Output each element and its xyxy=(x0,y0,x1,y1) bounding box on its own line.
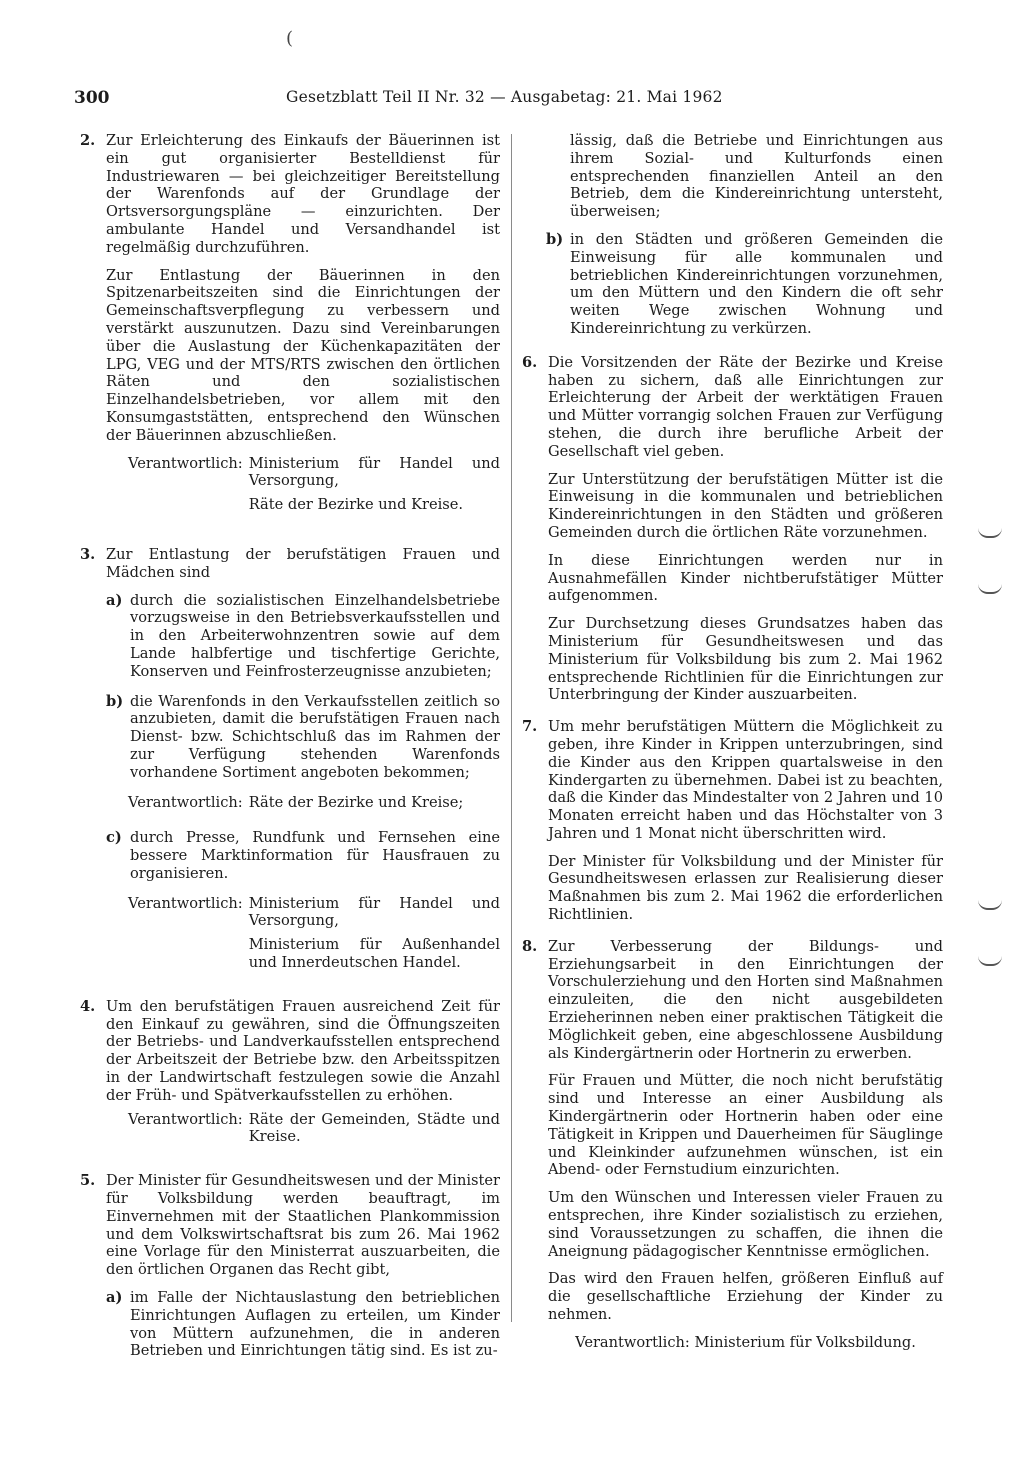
paragraph: Der Minister für Volksbildung und der Minister für Gesundheitswesen erlassen zur Realisierung dieser Maßnahmen bis zum 2. Mai 1962 die erforderlichen Richtlinien. xyxy=(548,852,943,924)
left-column xyxy=(80,132,500,1374)
subitem-a xyxy=(106,592,500,681)
item-number: 4. xyxy=(80,997,96,1015)
responsible-body: Räte der Bezirke und Kreise; xyxy=(248,793,464,811)
responsibility-label: Verantwortlich: xyxy=(128,454,243,472)
page-header xyxy=(0,88,1024,118)
subitem-b xyxy=(546,231,943,338)
subitem-b xyxy=(106,693,500,782)
paragraph: Um mehr berufstätigen Müttern die Möglichkeit zu geben, ihre Kinder in Krippen unterzubringen, sind die Kinder aus den Krippen quartalsweise in den Kindergarten zu übernehmen. Dabei ist zu beachten, daß die Kinder das Mindestalter von 2 Jahren und 10 Monaten erreicht haben und das Höchstalter von 3 Jahren und 1 Monat nicht überschritten wird. xyxy=(548,718,943,842)
subitem-label: b) xyxy=(546,230,564,248)
continuation xyxy=(522,132,943,221)
subitem-label: b) xyxy=(106,692,124,710)
subitem-label: a) xyxy=(106,591,123,609)
column-divider xyxy=(511,134,512,1322)
top-pen-mark: ( xyxy=(286,28,294,49)
responsible-body: Räte der Bezirke und Kreise. xyxy=(248,496,464,514)
subitem-label: a) xyxy=(106,1289,123,1307)
paragraph: Um den Wünschen und Interessen vieler Frauen zu entsprechen, ihre Kinder sozialistisch zu erziehen, sind Voraussetzungen zu schaffen, die ihnen die Aneignung pädagogischer Kenntnisse ermöglichen. xyxy=(548,1189,943,1260)
responsibility xyxy=(106,455,500,520)
item-4 xyxy=(80,998,500,1152)
responsibility xyxy=(106,794,500,818)
item-3 xyxy=(80,546,500,978)
paragraph: Der Minister für Gesundheitswesen und der Minister für Volksbildung werden beauftragt, im Einvernehmen mit der Staatlichen Plankommission und dem Volkswirtschaftsrat bis zum 26. Mai 1962 eine Vorlage für den Ministerrat auszuarbeiten, die den örtlichen Organen das Recht gibt, xyxy=(106,1172,500,1279)
item-5 xyxy=(80,1172,500,1360)
paragraph: In diese Einrichtungen werden nur in Ausnahmefällen Kinder nichtberufstätiger Mütter aufgenommen. xyxy=(548,551,943,605)
subitem-text: in den Städten und größeren Gemeinden die Einweisung für alle kommunalen und betrieblichen Kindereinrichtungen vorzunehmen, um den Müttern und den Kindern die oft sehr weiten Wege zwischen Wohnung und Kindereinrichtung zu verkürzen. xyxy=(570,230,943,337)
paragraph: Zur Entlastung der berufstätigen Frauen und Mädchen sind xyxy=(106,545,500,581)
paragraph: Für Frauen und Mütter, die noch nicht berufstätig sind und Interesse an einer Ausbildung als Kindergärtnerin oder Hortnerin haben oder eine Tätigkeit in Krippen und Dauerheimen für Säuglinge und Kleinkinder aufzunehmen wünschen, ist ein Abend- oder Fernstudium einzurichten. xyxy=(548,1072,943,1179)
item-7 xyxy=(522,718,943,924)
margin-mark xyxy=(978,528,1002,538)
paragraph: Das wird den Frauen helfen, größeren Einfluß auf die gesellschaftliche Erziehung der Kinder zu nehmen. xyxy=(548,1270,943,1324)
responsibility xyxy=(106,1111,500,1153)
responsibility-label: Verantwortlich: xyxy=(128,894,243,912)
paragraph: Zur Erleichterung des Einkaufs der Bäuerinnen ist ein gut organisierter Bestelldienst für Industriewaren — bei gleichzeitiger Bereitstellung der Warenfonds auf der Grundlage der Ortsversorgungspläne — einzurichten. Der ambulante Handel und Versandhandel ist regelmäßig durchzuführen. xyxy=(106,132,500,256)
responsibility xyxy=(106,895,500,978)
item-number: 6. xyxy=(522,353,538,371)
margin-mark xyxy=(978,956,1002,966)
item-6 xyxy=(522,354,943,704)
subitem-c xyxy=(106,829,500,882)
paragraph: Zur Entlastung der Bäuerinnen in den Spitzenarbeitszeiten sind die Einrichtungen der Gemeinschaftsverpflegung zu verbessern und verstärkt auszunutzen. Dazu sind Vereinbarungen über die Auslastung der Küchenkapazitäten der LPG, VEG und der MTS/RTS zwischen den örtlichen Räten und den sozialistischen Einzelhandelsbetrieben, vor allem mit den Konsumgaststätten, entsprechend den Wünschen der Bäuerinnen abzuschließen. xyxy=(106,266,500,444)
paragraph: Die Vorsitzenden der Räte der Bezirke und Kreise haben zu sichern, daß alle Einrichtungen zur Erleichterung der Arbeit der werktätigen Frauen und Mütter vorrangig solchen Frauen zur Verfügung stehen, die durch ihre berufliche Arbeit der Gesellschaft viel geben. xyxy=(548,353,943,460)
subitem-text: im Falle der Nichtauslastung den betrieblichen Einrichtungen Auflagen zu erteilen, um Kinder von Müttern aufzunehmen, die in anderen Betrieben und Einrichtungen tätig sind. Es ist zu- xyxy=(130,1289,500,1360)
paragraph: Zur Verbesserung der Bildungs- und Erziehungsarbeit in den Einrichtungen der Vorschulerziehung und den Horten sind Maßnahmen einzuleiten, die den nicht ausgebildeten Erzieherinnen neben einer praktischen Tätigkeit die Möglichkeit geben, eine abgeschlossene Ausbildung als Kindergärtnerin oder Hortnerin zu erwerben. xyxy=(548,937,943,1062)
subitem-a xyxy=(106,1289,500,1360)
responsibility-label: Verantwortlich: xyxy=(128,1110,243,1128)
paragraph: Zur Unterstützung der berufstätigen Mütter ist die Einweisung in die kommunalen und betrieblichen Kindereinrichtungen in den Städten und größeren Gemeinden durch die örtlichen Räte vorzunehmen. xyxy=(548,470,943,541)
item-number: 2. xyxy=(80,132,96,149)
page-number: 300 xyxy=(74,88,110,108)
paragraph: Um den berufstätigen Frauen ausreichend Zeit für den Einkauf zu gewähren, sind die Öffnungszeiten der Betriebs- und Landverkaufsstellen entsprechend der Arbeitszeit der Betriebe bzw. den Arbeitsspitzen in der Landwirtschaft festzulegen sowie die Anzahl der Früh- und Spätverkaufsstellen zu erhöhen. xyxy=(106,997,500,1104)
paragraph: lässig, daß die Betriebe und Einrichtungen aus ihrem Sozial- und Kulturfonds einen entsprechenden finanziellen Anteil an den Betrieb, dem die Kindereinrichtung untersteht, überweisen; xyxy=(570,132,943,221)
responsible-body: Räte der Gemeinden, Städte und Kreise. xyxy=(248,1110,500,1146)
header-title: Gesetzblatt Teil II Nr. 32 — Ausgabetag: 21. Mai 1962 xyxy=(286,88,723,106)
item-number: 8. xyxy=(522,937,538,955)
responsibility-label: Verantwortlich: xyxy=(128,793,243,811)
responsible-body: Ministerium für Handel und Versorgung, xyxy=(248,454,500,490)
responsible-body: Ministerium für Handel und Versorgung, xyxy=(248,894,500,930)
item-8 xyxy=(522,938,943,1352)
item-number: 7. xyxy=(522,718,538,736)
responsible-body: Ministerium für Außenhandel und Innerdeutschen Handel. xyxy=(248,936,500,972)
subitem-text: die Warenfonds in den Verkaufsstellen zeitlich so anzubieten, damit die berufstätigen Frauen nach Dienst- bzw. Schichtschluß das im Rahmen der zur Verfügung stehenden Warenfonds vorhandene Sortiment angeboten bekommen; xyxy=(130,692,500,781)
paragraph: Zur Durchsetzung dieses Grundsatzes haben das Ministerium für Gesundheitswesen und das Ministerium für Volksbildung bis zum 2. Mai 1962 entsprechende Richtlinien für die Einrichtungen zur Unterbringung der Kinder auszuarbeiten. xyxy=(548,615,943,704)
margin-mark xyxy=(978,584,1002,594)
item-number: 3. xyxy=(80,545,96,563)
right-column xyxy=(522,132,943,1366)
subitem-text: durch die sozialistischen Einzelhandelsbetriebe vorzugsweise in den Betriebsverkaufsstellen und in den Arbeiterwohnzentren sowie auf dem Lande halbfertige und tischfertige Gerichte, Konserven und Feinfrosterzeugnisse anzubieten; xyxy=(130,591,500,680)
item-number: 5. xyxy=(80,1172,96,1190)
margin-mark xyxy=(978,900,1002,910)
subitem-text: durch Presse, Rundfunk und Fernsehen eine bessere Marktinformation für Hausfrauen zu organisieren. xyxy=(130,829,500,882)
responsibility: Verantwortlich: Ministerium für Volksbildung. xyxy=(575,1333,916,1351)
item-2 xyxy=(80,132,500,520)
subitem-label: c) xyxy=(106,829,122,847)
